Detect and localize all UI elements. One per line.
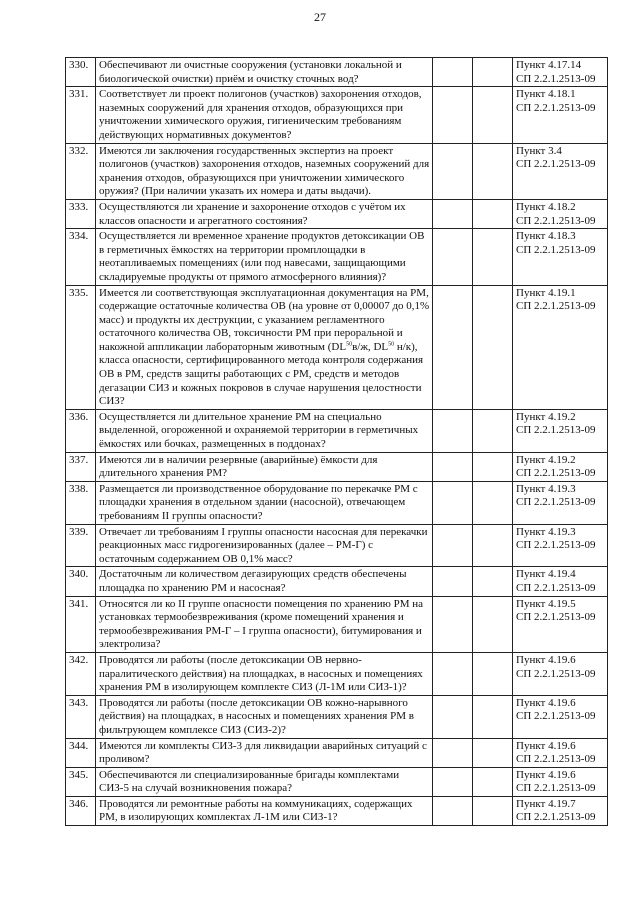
superscript-50: 50 xyxy=(346,341,353,348)
question-text: Осуществляется ли временное хранение продуктов детоксикации ОВ в герметичных ёмкостях на территории промплощадки в неотапливаемых помещениях (или под навесами, защищающими складируемые продукты от прямого атмосферного влияния)? xyxy=(96,229,433,285)
reference-cell xyxy=(513,567,608,596)
answer-cell-1 xyxy=(433,567,473,596)
answer-cell-1 xyxy=(433,285,473,409)
table-row xyxy=(66,143,608,199)
answer-cell-1 xyxy=(433,695,473,738)
question-text: Проводятся ли работы (после детоксикации ОВ кожно-нарывного действия) на площадках, в насосных и помещениях хранения РМ в фильтрующем комплексе СИЗ (СИЗ-2)? xyxy=(96,695,433,738)
table-row xyxy=(66,738,608,767)
table-row xyxy=(66,285,608,409)
answer-cell-1 xyxy=(433,738,473,767)
reference-code: СП 2.2.1.2513-09 xyxy=(516,467,596,480)
reference-code: СП 2.2.1.2513-09 xyxy=(516,611,596,624)
answer-cell-1 xyxy=(433,767,473,796)
reference-code: СП 2.2.1.2513-09 xyxy=(516,581,596,594)
answer-cell-1 xyxy=(433,199,473,228)
reference-clause: Пункт 4.18.1 xyxy=(516,88,576,101)
item-number: 334. xyxy=(66,229,96,285)
reference-code: СП 2.2.1.2513-09 xyxy=(516,496,596,509)
question-text: Осуществляется ли длительное хранение РМ на специально выделенной, огороженной и охраняемой территории в герметичных ёмкостях или бочках, размещенных в поддонах? xyxy=(96,409,433,452)
checklist-table xyxy=(65,57,608,826)
answer-cell-2 xyxy=(473,695,513,738)
answer-cell-1 xyxy=(433,58,473,87)
answer-cell-2 xyxy=(473,524,513,567)
reference-cell xyxy=(513,229,608,285)
reference-code: СП 2.2.1.2513-09 xyxy=(516,782,596,795)
question-text: Проводятся ли ремонтные работы на коммуникациях, содержащих РМ, в изолирующих комплектах Л-1М или СИЗ-1? xyxy=(96,796,433,825)
answer-cell-2 xyxy=(473,87,513,143)
reference-cell xyxy=(513,481,608,524)
question-text: Обеспечиваются ли специализированные бригады комплектами СИЗ-5 на случай возникновения пожара? xyxy=(96,767,433,796)
reference-cell xyxy=(513,738,608,767)
table-row xyxy=(66,695,608,738)
reference-cell xyxy=(513,695,608,738)
reference-code: СП 2.2.1.2513-09 xyxy=(516,539,596,552)
answer-cell-1 xyxy=(433,481,473,524)
item-number: 330. xyxy=(66,58,96,87)
item-number: 339. xyxy=(66,524,96,567)
question-text: Соответствует ли проект полигонов (участков) захоронения отходов, наземных сооружений для хранения отходов, образующихся при уничтожении химического оружия, гигиеническим требованиям действующих нормативных документов? xyxy=(96,87,433,143)
item-number: 333. xyxy=(66,199,96,228)
reference-clause: Пункт 4.19.4 xyxy=(516,568,576,581)
answer-cell-2 xyxy=(473,58,513,87)
reference-clause: Пункт 4.18.2 xyxy=(516,200,576,213)
table-row xyxy=(66,596,608,652)
question-text: Имеется ли соответствующая эксплуатационная документация на РМ, содержащие остаточные количества ОВ (на уровне от 0,00007 до 0,1% масс) и продукты их деструкции, с указанием регламентного остаточного количества ОВ, токсичности РМ при пероральной и накожной аппликации лабораторным животным (DL$^{50}$в/ж, DL$^{50}$ н/к), класса опасности, сертифицированного метода контроля содержания ОВ в РМ, средств защиты работающих с РМ, средств и методов дегазации СИЗ и кожных покровов в случае нарушения целостности СИЗ? xyxy=(96,285,433,409)
table-row xyxy=(66,58,608,87)
item-number: 335. xyxy=(66,285,96,409)
reference-cell xyxy=(513,767,608,796)
answer-cell-2 xyxy=(473,796,513,825)
reference-cell xyxy=(513,58,608,87)
reference-clause: Пункт 4.19.6 xyxy=(516,768,576,781)
reference-code: СП 2.2.1.2513-09 xyxy=(516,300,596,313)
answer-cell-2 xyxy=(473,652,513,695)
reference-code: СП 2.2.1.2513-09 xyxy=(516,753,596,766)
reference-cell xyxy=(513,652,608,695)
answer-cell-2 xyxy=(473,409,513,452)
table-row xyxy=(66,524,608,567)
item-number: 340. xyxy=(66,567,96,596)
answer-cell-1 xyxy=(433,796,473,825)
item-number: 344. xyxy=(66,738,96,767)
answer-cell-2 xyxy=(473,285,513,409)
page-number: 27 xyxy=(314,10,326,24)
answer-cell-1 xyxy=(433,596,473,652)
reference-code: СП 2.2.1.2513-09 xyxy=(516,214,596,227)
reference-clause: Пункт 4.19.6 xyxy=(516,696,576,709)
table-row xyxy=(66,452,608,481)
table-row xyxy=(66,796,608,825)
item-number: 337. xyxy=(66,452,96,481)
reference-code: СП 2.2.1.2513-09 xyxy=(516,667,596,680)
reference-cell xyxy=(513,285,608,409)
reference-cell xyxy=(513,143,608,199)
answer-cell-2 xyxy=(473,143,513,199)
question-text: Осуществляются ли хранение и захоронение отходов с учётом их классов опасности и агрегатного состояния? xyxy=(96,199,433,228)
reference-code: СП 2.2.1.2513-09 xyxy=(516,101,596,114)
reference-clause: Пункт 4.19.2 xyxy=(516,453,576,466)
question-text: Имеются ли комплекты СИЗ-3 для ликвидации аварийных ситуаций с проливом? xyxy=(96,738,433,767)
checklist-body xyxy=(66,58,608,826)
table-row xyxy=(66,229,608,285)
answer-cell-1 xyxy=(433,87,473,143)
question-text: Имеются ли заключения государственных экспертиз на проект полигонов (участков) захоронения отходов, наземных сооружений для хранения отходов, образующихся при уничтожении химического оружия? (При наличии указать их номера и даты выдачи). xyxy=(96,143,433,199)
table-row xyxy=(66,567,608,596)
answer-cell-2 xyxy=(473,229,513,285)
item-number: 338. xyxy=(66,481,96,524)
reference-cell xyxy=(513,87,608,143)
reference-clause: Пункт 4.19.2 xyxy=(516,410,576,423)
superscript-50: 50 xyxy=(388,341,395,348)
reference-code: СП 2.2.1.2513-09 xyxy=(516,243,596,256)
reference-clause: Пункт 4.19.7 xyxy=(516,797,576,810)
reference-cell xyxy=(513,524,608,567)
table-row xyxy=(66,87,608,143)
answer-cell-2 xyxy=(473,738,513,767)
reference-code: СП 2.2.1.2513-09 xyxy=(516,710,596,723)
question-text: Проводятся ли работы (после детоксикации ОВ нервно-паралитического действия) на площадках, в насосных и помещениях хранения РМ в изолирующем комплекте СИЗ (Л-1М или СИЗ-1)? xyxy=(96,652,433,695)
question-text: Обеспечивают ли очистные сооружения (установки локальной и биологической очистки) приём и очистку сточных вод? xyxy=(96,58,433,87)
reference-cell xyxy=(513,452,608,481)
reference-cell xyxy=(513,409,608,452)
reference-clause: Пункт 4.19.6 xyxy=(516,739,576,752)
answer-cell-2 xyxy=(473,567,513,596)
reference-clause: Пункт 4.19.5 xyxy=(516,597,576,610)
answer-cell-1 xyxy=(433,143,473,199)
reference-clause: Пункт 3.4 xyxy=(516,144,562,157)
answer-cell-1 xyxy=(433,652,473,695)
answer-cell-2 xyxy=(473,452,513,481)
item-number: 342. xyxy=(66,652,96,695)
reference-cell xyxy=(513,796,608,825)
item-number: 345. xyxy=(66,767,96,796)
table-row xyxy=(66,652,608,695)
answer-cell-2 xyxy=(473,596,513,652)
reference-clause: Пункт 4.17.14 xyxy=(516,59,582,71)
reference-code: СП 2.2.1.2513-09 xyxy=(516,158,596,171)
question-text: Размещается ли производственное оборудование по перекачке РМ с площадки хранения в отдельном здании (насосной), отвечающем требованиям II группы опасности? xyxy=(96,481,433,524)
reference-clause: Пункт 4.19.1 xyxy=(516,286,576,299)
reference-cell xyxy=(513,199,608,228)
reference-code: СП 2.2.1.2513-09 xyxy=(516,424,596,437)
answer-cell-1 xyxy=(433,452,473,481)
item-number: 332. xyxy=(66,143,96,199)
item-number: 336. xyxy=(66,409,96,452)
reference-clause: Пункт 4.19.3 xyxy=(516,482,576,495)
answer-cell-1 xyxy=(433,524,473,567)
question-text: Относятся ли ко II группе опасности помещения по хранению РМ на установках термообезвреживания (кроме помещений хранения и термообезвреживания РМ-Г – I группа опасности), битумирования и электролиза? xyxy=(96,596,433,652)
reference-clause: Пункт 4.19.6 xyxy=(516,653,576,666)
answer-cell-1 xyxy=(433,229,473,285)
answer-cell-1 xyxy=(433,409,473,452)
table-row xyxy=(66,199,608,228)
item-number: 331. xyxy=(66,87,96,143)
question-text: Имеются ли в наличии резервные (аварийные) ёмкости для длительного хранения РМ? xyxy=(96,452,433,481)
reference-cell xyxy=(513,596,608,652)
table-row xyxy=(66,481,608,524)
reference-clause: Пункт 4.19.3 xyxy=(516,525,576,538)
item-number: 343. xyxy=(66,695,96,738)
item-number: 346. xyxy=(66,796,96,825)
table-row xyxy=(66,409,608,452)
reference-clause: Пункт 4.18.3 xyxy=(516,230,576,243)
reference-code: СП 2.2.1.2513-09 xyxy=(516,811,596,824)
answer-cell-2 xyxy=(473,767,513,796)
answer-cell-2 xyxy=(473,481,513,524)
table-row xyxy=(66,767,608,796)
item-number: 341. xyxy=(66,596,96,652)
question-text: Отвечает ли требованиям I группы опасности насосная для перекачки реакционных масс гидрогенизированных (далее – РМ-Г) с остаточным содержанием ОВ 0,1% масс? xyxy=(96,524,433,567)
answer-cell-2 xyxy=(473,199,513,228)
question-text: Достаточным ли количеством дегазирующих средств обеспечены площадка по хранению РМ и насосная? xyxy=(96,567,433,596)
reference-code: СП 2.2.1.2513-09 xyxy=(516,72,596,85)
